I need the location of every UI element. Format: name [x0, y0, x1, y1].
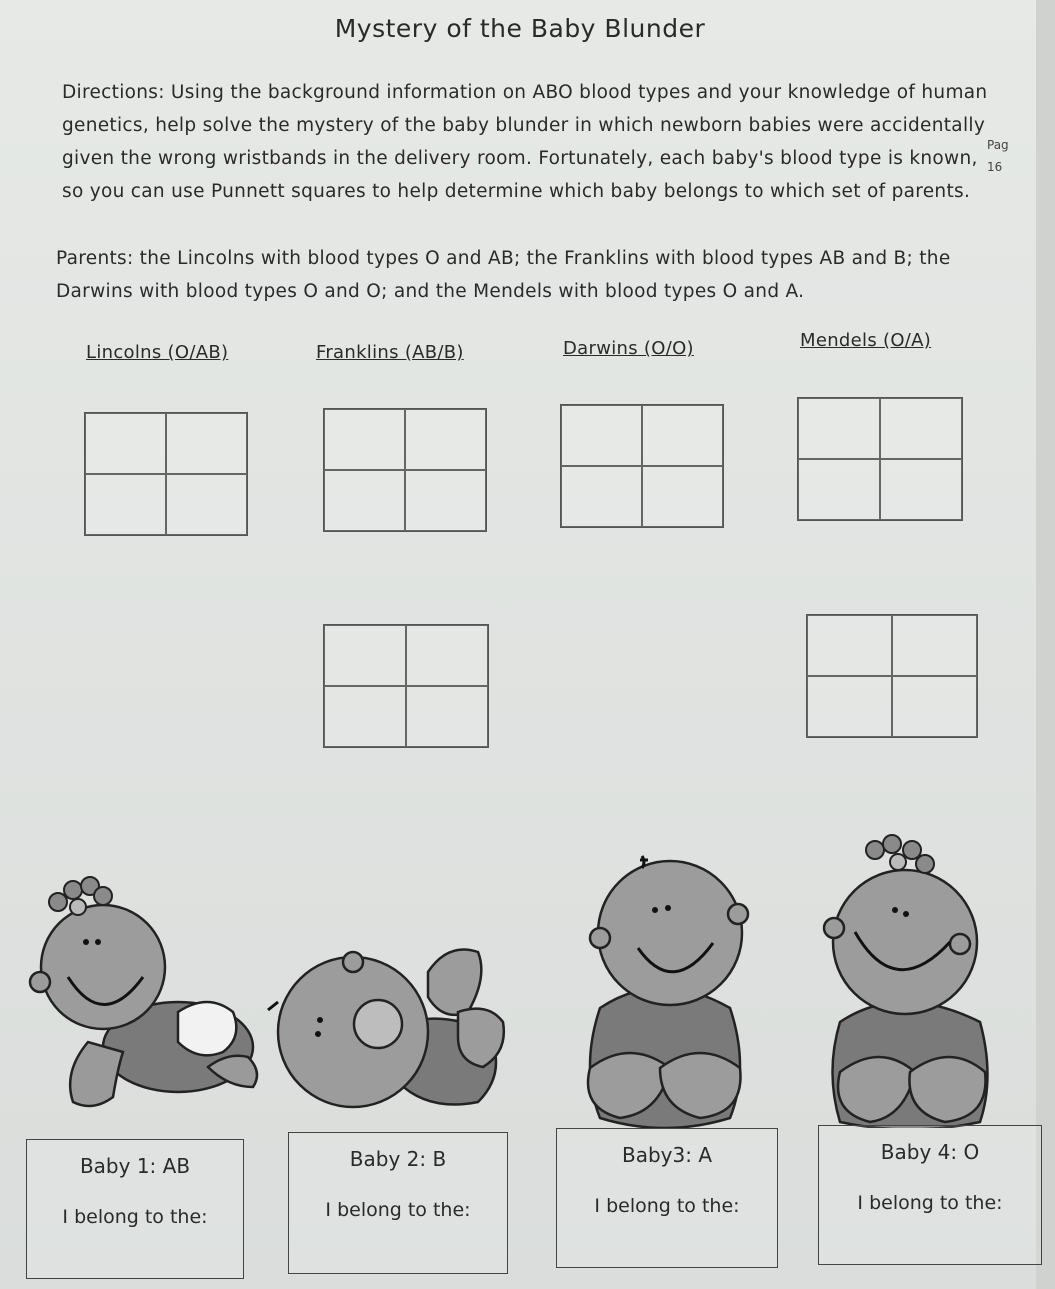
punnett-cell[interactable] [807, 615, 892, 676]
punnett-cell[interactable] [405, 409, 486, 470]
punnett-square-extra-1[interactable] [323, 624, 489, 748]
family-label-lincolns: Lincolns (O/AB) [86, 342, 229, 363]
punnett-cell[interactable] [561, 466, 642, 527]
family-label-darwins: Darwins (O/O) [563, 338, 694, 359]
punnett-cell[interactable] [85, 413, 166, 474]
punnett-cell[interactable] [798, 459, 880, 520]
worksheet-title: Mystery of the Baby Blunder [334, 14, 706, 43]
punnett-square-mendels[interactable] [797, 397, 963, 521]
baby-1-illustration [28, 872, 278, 1122]
punnett-square-lincolns[interactable] [84, 412, 248, 536]
punnett-cell[interactable] [324, 625, 406, 686]
baby-2-illustration [258, 932, 528, 1122]
punnett-cell[interactable] [798, 398, 880, 459]
baby-2-blood-type: Baby 2: B [349, 1147, 447, 1171]
punnett-square-franklins[interactable] [323, 408, 487, 532]
punnett-square-extra-2[interactable] [806, 614, 978, 738]
baby-2-belong-label: I belong to the: [325, 1199, 471, 1221]
punnett-cell[interactable] [85, 474, 166, 535]
punnett-cell[interactable] [642, 405, 723, 466]
punnett-cell[interactable] [405, 470, 486, 531]
punnett-cell[interactable] [880, 398, 962, 459]
punnett-cell[interactable] [892, 676, 977, 737]
punnett-cell[interactable] [406, 686, 488, 747]
punnett-cell[interactable] [892, 615, 977, 676]
punnett-cell[interactable] [166, 413, 247, 474]
punnett-cell[interactable] [880, 459, 962, 520]
punnett-cell[interactable] [561, 405, 642, 466]
margin-note-line-1: Pag [987, 138, 1009, 152]
baby-4-card[interactable] [818, 1125, 1042, 1265]
baby-1-card[interactable] [26, 1139, 244, 1279]
parents-text: Parents: the Lincolns with blood types O and AB; the Franklins with blood types AB and B; the Darwins with blood types O and O; and the Mendels with blood types O and A. [56, 248, 951, 302]
baby-1-blood-type: Baby 1: AB [79, 1154, 191, 1178]
baby-4-blood-type: Baby 4: O [880, 1140, 980, 1164]
family-label-franklins: Franklins (AB/B) [316, 342, 464, 363]
baby-1-belong-label: I belong to the: [62, 1206, 208, 1228]
punnett-cell[interactable] [324, 470, 405, 531]
punnett-cell[interactable] [166, 474, 247, 535]
punnett-cell[interactable] [406, 625, 488, 686]
baby-3-blood-type: Baby3: A [621, 1143, 712, 1167]
baby-3-illustration [570, 848, 760, 1128]
punnett-cell[interactable] [642, 466, 723, 527]
punnett-cell[interactable] [324, 686, 406, 747]
page-edge [1036, 0, 1055, 1289]
baby-3-card[interactable] [556, 1128, 778, 1268]
punnett-cell[interactable] [807, 676, 892, 737]
punnett-square-darwins[interactable] [560, 404, 724, 528]
margin-note-line-2: 16 [987, 160, 1003, 174]
baby-2-card[interactable] [288, 1132, 508, 1274]
baby-4-belong-label: I belong to the: [857, 1192, 1003, 1214]
punnett-cell[interactable] [324, 409, 405, 470]
margin-note [987, 134, 1009, 178]
directions-text: Directions: Using the background information on ABO blood types and your knowledge of human genetics, help solve the mystery of the baby blunder in which newborn babies were accidentally given the wrong wristbands in the delivery room. Fortunately, each baby's blood type is known, so you can use Punnett squares to help determine which baby belongs to which set of parents. [62, 82, 988, 202]
family-label-mendels: Mendels (O/A) [800, 330, 932, 351]
baby-4-illustration [820, 832, 1010, 1128]
baby-3-belong-label: I belong to the: [594, 1195, 740, 1217]
